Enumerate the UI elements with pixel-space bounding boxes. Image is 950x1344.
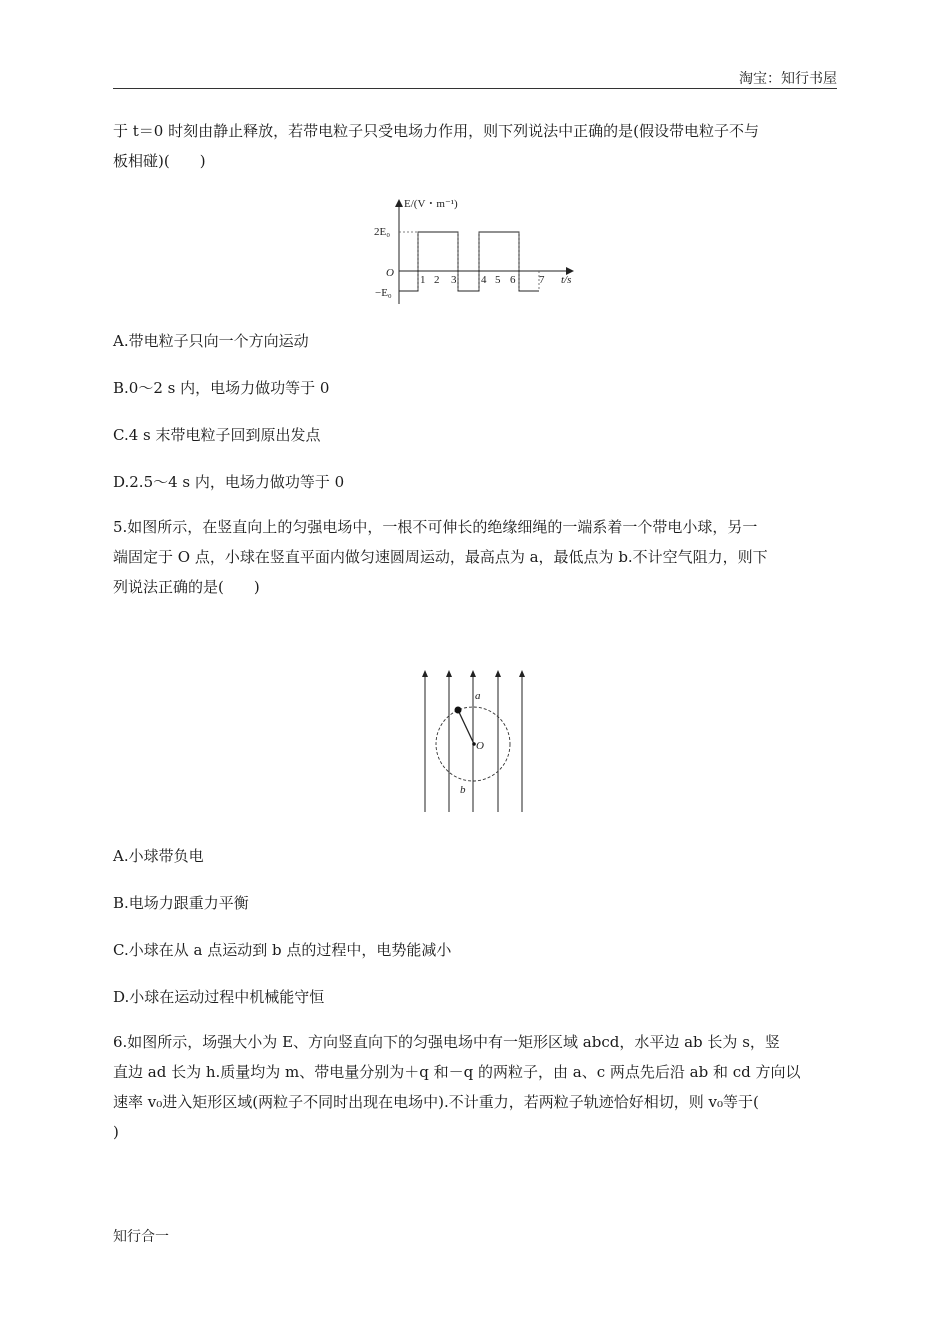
- q5-line-3: 列说法正确的是( ): [113, 578, 260, 596]
- q4-option-b: B.0～2 s 内，电场力做功等于 0: [113, 379, 330, 397]
- q5-option-b: B.电场力跟重力平衡: [113, 894, 249, 912]
- question-5-stem: [113, 512, 837, 602]
- question-6-stem: [113, 1027, 837, 1147]
- string: [458, 710, 474, 744]
- field-arrow: [446, 670, 452, 677]
- footer-text: 知行合一: [113, 1229, 169, 1245]
- x-tick: 2: [434, 274, 440, 286]
- charged-ball: [455, 707, 462, 714]
- e-t-graph: [370, 192, 590, 307]
- header-text: 淘宝：知行书屋: [739, 71, 837, 87]
- q4-option-a: A.带电粒子只向一个方向运动: [113, 332, 309, 350]
- x-tick: 5: [495, 274, 501, 286]
- y-axis-label: E/(V・m⁻¹): [404, 198, 458, 210]
- q5-line-1: 5.如图所示，在竖直向上的匀强电场中，一根不可伸长的绝缘细绳的一端系着一个带电小球，另一: [113, 518, 758, 536]
- q5-option-d: D.小球在运动过程中机械能守恒: [113, 988, 325, 1006]
- x-axis-label: t/s: [561, 274, 572, 286]
- field-arrow: [422, 670, 428, 677]
- y-tick-high: 2E₀: [374, 226, 391, 238]
- q5-option-c: C.小球在从 a 点运动到 b 点的过程中，电势能减小: [113, 941, 452, 959]
- q6-line-2: 直边 ad 长为 h.质量均为 m、带电量分别为＋q 和－q 的两粒子，由 a、c 两点先后沿 ab 和 cd 方向以: [113, 1063, 801, 1081]
- origin-label: O: [386, 267, 394, 279]
- q4-option-d: D.2.5～4 s 内，电场力做功等于 0: [113, 473, 345, 491]
- field-arrow: [519, 670, 525, 677]
- x-tick: 7: [539, 274, 545, 286]
- q6-line-1: 6.如图所示，场强大小为 E、方向竖直向下的匀强电场中有一矩形区域 abcd，水平边 ab 长为 s，竖: [113, 1033, 780, 1051]
- q4-option-c: C.4 s 末带电粒子回到原出发点: [113, 426, 321, 444]
- y-tick-low: −E₀: [375, 287, 392, 299]
- circular-motion-figure: [415, 668, 530, 816]
- field-arrow: [495, 670, 501, 677]
- q6-line-3: 速率 v₀进入矩形区域(两粒子不同时出现在电场中).不计重力，若两粒子轨迹恰好相切，则 v₀等于(: [113, 1093, 759, 1111]
- x-tick: 6: [510, 274, 516, 286]
- question-4-stem: [113, 116, 837, 176]
- q4-line-2: 板相碰)( ): [113, 152, 206, 170]
- label-o: O: [476, 740, 484, 752]
- label-a: a: [475, 690, 481, 702]
- label-b: b: [460, 784, 466, 796]
- field-arrow: [470, 670, 476, 677]
- x-tick: 3: [451, 274, 457, 286]
- q5-line-2: 端固定于 O 点，小球在竖直平面内做匀速圆周运动，最高点为 a，最低点为 b.不计空气阻力，则下: [113, 548, 768, 566]
- q6-line-4: ): [113, 1123, 119, 1141]
- header-rule: [113, 88, 837, 89]
- x-tick: 4: [481, 274, 487, 286]
- x-tick: 1: [420, 274, 426, 286]
- q4-line-1: 于 t＝0 时刻由静止释放，若带电粒子只受电场力作用，则下列说法中正确的是(假设带电粒子不与: [113, 122, 759, 140]
- q5-option-a: A.小球带负电: [113, 847, 204, 865]
